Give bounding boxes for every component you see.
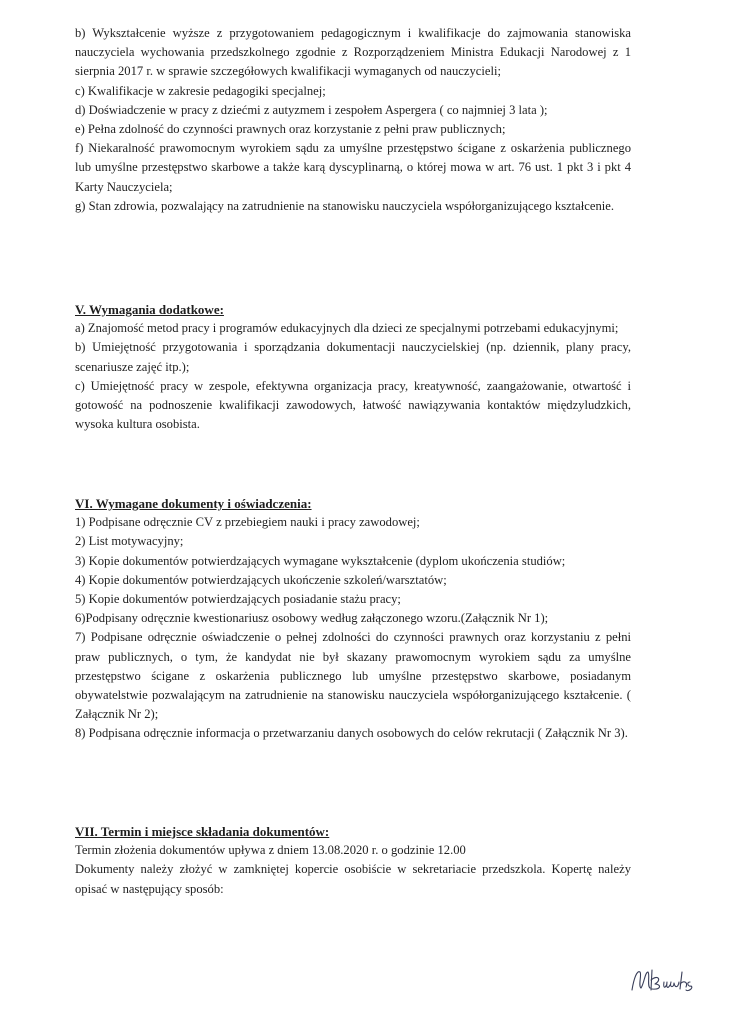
section-heading: V. Wymagania dodatkowe: (75, 302, 224, 317)
list-item: 2) List motywacyjny; (75, 534, 184, 549)
list-item: g) Stan zdrowia, pozwalający na zatrudnienie na stanowisku nauczyciela współorganizującego kształcenie. (75, 198, 614, 213)
list-item: e) Pełna zdolność do czynności prawnych oraz korzystanie z pełni praw publicznych; (75, 122, 506, 137)
list-item: b) Umiejętność przygotowania i sporządzania dokumentacji nauczycielskiej (np. dziennik, plany pracy, scenariusze zajęć itp.); (75, 340, 631, 374)
list-item: b) Wykształcenie wyższe z przygotowaniem pedagogicznym i kwalifikacje do zajmowania stanowiska nauczyciela wychowania przedszkolnego zgodnie z Rozporządzeniem Ministra Edukacji Narodowej z 1 sierpnia 2017 r. w sprawie szczegółowych kwalifikacji wymaganych od nauczycieli; (75, 26, 631, 79)
section-iv-list (75, 24, 631, 216)
section-heading: VII. Termin i miejsce składania dokumentów: (75, 824, 330, 839)
section-v (75, 300, 631, 434)
list-item: Dokumenty należy złożyć w zamkniętej kopercie osobiście w sekretariacie przedszkola. Kopertę należy opisać w następujący sposób: (75, 862, 631, 896)
list-item: 7) Podpisane odręcznie oświadczenie o pełnej zdolności do czynności prawnych oraz korzystaniu z pełni praw publicznych, o tym, że kandydat nie był skazany prawomocnym wyrokiem sądu za umyślne przestępstwo ścigane z oskarżenia publicznego lub umyślne przestępstwo skarbowe, posiadanym obywatelstwie pozwalającym na zatrudnienie na stanowisku nauczyciela współorganizującego kształcenie. ( Załącznik Nr 2); (75, 630, 631, 722)
list-item: 5) Kopie dokumentów potwierdzających posiadanie stażu pracy; (75, 592, 401, 607)
section-vi (75, 494, 631, 744)
signature-icon (628, 960, 698, 1000)
list-item: a) Znajomość metod pracy i programów edukacyjnych dla dzieci ze specjalnymi potrzebami edukacyjnymi; (75, 321, 619, 336)
list-item: 3) Kopie dokumentów potwierdzających wymagane wykształcenie (dyplom ukończenia studiów; (75, 553, 566, 568)
list-item: Termin złożenia dokumentów upływa z dniem 13.08.2020 r. o godzinie 12.00 (75, 843, 466, 858)
section-vii (75, 822, 631, 899)
list-item: 4) Kopie dokumentów potwierdzających ukończenie szkoleń/warsztatów; (75, 572, 447, 587)
list-item: 6)Podpisany odręcznie kwestionariusz osobowy według załączonego wzoru.(Załącznik Nr 1); (75, 611, 549, 626)
list-item: c) Kwalifikacje w zakresie pedagogiki specjalnej; (75, 83, 326, 98)
list-item: f) Niekaralność prawomocnym wyrokiem sądu za umyślne przestępstwo ścigane z oskarżenia publicznego lub umyślne przestępstwo skarbowe a także karą dyscyplinarną, o której mowa w art. 76 ust. 1 pkt 3 i pkt 4 Karty Nauczyciela; (75, 141, 631, 194)
list-item: c) Umiejętność pracy w zespole, efektywna organizacja pracy, kreatywność, zaangażowanie, otwartość i gotowość na podnoszenie kwalifikacji zawodowych, łatwość nawiązywania kontaktów międzyludzkich, wysoka kultura osobista. (75, 378, 631, 432)
list-item: d) Doświadczenie w pracy z dziećmi z autyzmem i zespołem Aspergera ( co najmniej 3 lata ); (75, 102, 548, 117)
handwritten-signature (628, 960, 698, 1000)
list-item: 8) Podpisana odręcznie informacja o przetwarzaniu danych osobowych do celów rekrutacji ( Załącznik Nr 3). (75, 726, 628, 741)
section-heading: VI. Wymagane dokumenty i oświadczenia: (75, 496, 312, 511)
list-item: 1) Podpisane odręcznie CV z przebiegiem nauki i pracy zawodowej; (75, 515, 420, 530)
